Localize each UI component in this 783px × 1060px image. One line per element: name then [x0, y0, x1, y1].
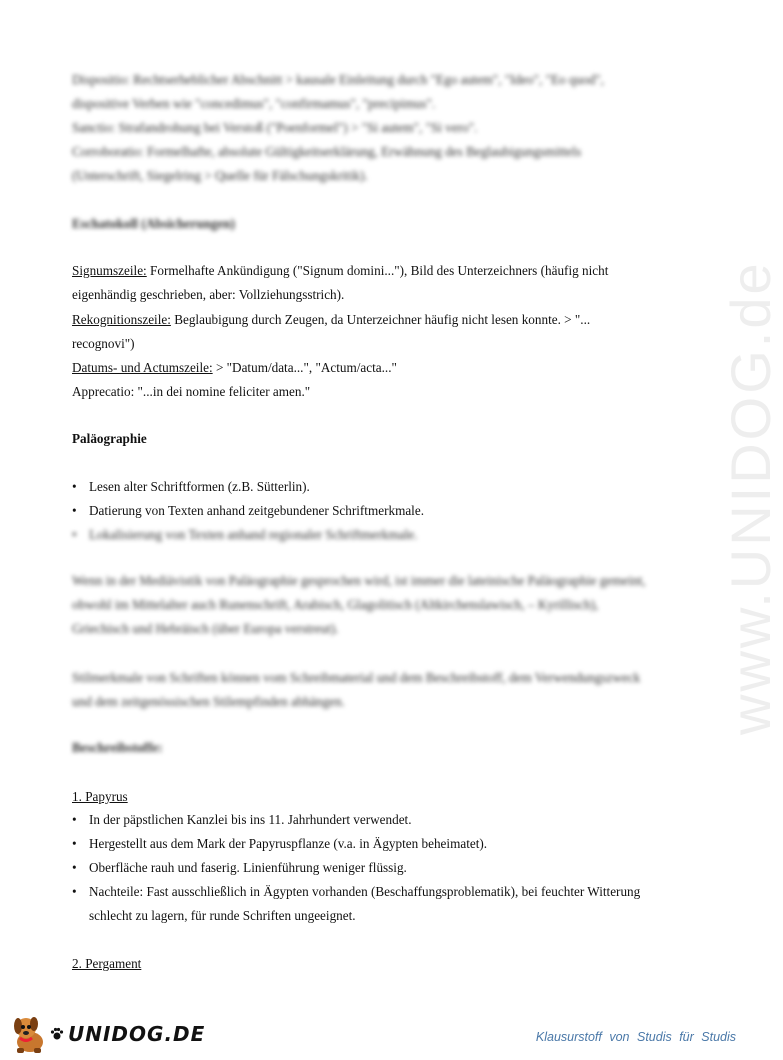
paw-icon	[50, 1027, 64, 1041]
nachteile-line-1: • Nachteile: Fast ausschließlich in Ägypten vorhanden (Beschaffungsproblematik), bei feuchter Witterung	[89, 884, 641, 899]
datum-text: > "Datum/data...", "Actum/acta..."	[212, 360, 397, 375]
rekognition-label: Rekognitionszeile:	[72, 312, 171, 327]
palaeographie-heading: Paläographie	[72, 431, 147, 446]
datum-line	[72, 356, 680, 380]
blurred-line: Griechisch und Hebräisch (über Europa verstreut).	[72, 621, 339, 636]
list-item: • Lesen alter Schriftformen (z.B. Sütterlin).	[72, 475, 682, 499]
unidog-logo[interactable]	[8, 1012, 205, 1056]
palaeographie-list	[72, 475, 682, 547]
list-item	[72, 880, 682, 928]
blurred-line: und dem zeitgenössischen Stilempfinden abhängen.	[72, 694, 345, 709]
footer-tagline: Klausurstoff von Studis für Studis	[535, 1030, 736, 1044]
list-item: • Hergestellt aus dem Mark der Papyruspflanze (v.a. in Ägypten beheimatet).	[72, 832, 682, 856]
list-item: • Oberfläche rauh und faserig. Linienführung weniger flüssig.	[72, 856, 682, 880]
blurred-line: Dispositio: Rechtserheblicher Abschnitt > kausale Einleitung durch "Ego autem", "Ideo", "Eo quod",	[72, 72, 604, 87]
apprecatio-line: Apprecatio: "...in dei nomine feliciter amen."	[72, 384, 311, 399]
nachteile-line-2: schlecht zu lagern, für runde Schriften ungeeignet.	[89, 908, 356, 923]
blurred-line: Wenn in der Mediävistik von Paläographie gesprochen wird, ist immer die lateinische Paläographie gemeint,	[72, 573, 646, 588]
list-item: • Datierung von Texten anhand zeitgebundener Schriftmerkmale.	[72, 499, 682, 523]
rekognition-line-2: recognovi")	[72, 336, 135, 351]
blurred-line: obwohl im Mittelalter auch Runenschrift, Arabisch, Glagolitisch (Altkirchenslawisch, – Kyrillisch),	[72, 597, 599, 612]
brand-name: UNIDOG.DE	[68, 1022, 206, 1046]
blurred-line: Stilmerkmale von Schriften können vom Schreibmaterial und dem Beschreibstoff, dem Verwendungszweck	[72, 670, 641, 685]
blurred-line: dispositive Verben wie "concedimus", "confirmamus", "precipimus".	[72, 96, 436, 111]
papyrus-heading: 1. Papyrus	[72, 789, 128, 804]
rekognition-line	[72, 308, 680, 332]
blurred-heading: Eschatokoll (Absicherungen)	[72, 216, 236, 231]
beschreibstoffe-heading: Beschreibstoffe:	[72, 740, 163, 755]
signum-line	[72, 259, 680, 283]
blurred-line: (Unterschrift, Siegelring > Quelle für Fälschungskritik).	[72, 168, 368, 183]
pergament-heading: 2. Pergament	[72, 956, 142, 971]
blurred-line: Corroboratio: Formelhafte, absolute Gültigkeitserklärung, Erwähnung des Beglaubigungsmittels	[72, 144, 582, 159]
signum-text: Formelhafte Ankündigung ("Signum domini..."), Bild des Unterzeichners (häufig nicht	[146, 263, 609, 278]
dog-mascot-icon	[8, 1012, 52, 1056]
datum-label: Datums- und Actumszeile:	[72, 360, 213, 375]
rekognition-text: Beglaubigung durch Zeugen, da Unterzeichner häufig nicht lesen konnte. > "...	[170, 312, 591, 327]
list-item: • In der päpstlichen Kanzlei bis ins 11. Jahrhundert verwendet.	[72, 808, 682, 832]
list-item: • Lokalisierung von Texten anhand regionaler Schriftmerkmale.	[72, 523, 682, 547]
watermark: www.UNIDOG.de	[719, 260, 782, 735]
signum-label: Signumszeile:	[72, 263, 147, 278]
signum-line-2: eigenhändig geschrieben, aber: Vollziehungsstrich).	[72, 287, 345, 302]
papyrus-list	[72, 808, 682, 928]
blurred-line: Sanctio: Strafandrohung bei Verstoß ("Poenformel") > "Si autem", "Si vero".	[72, 120, 478, 135]
